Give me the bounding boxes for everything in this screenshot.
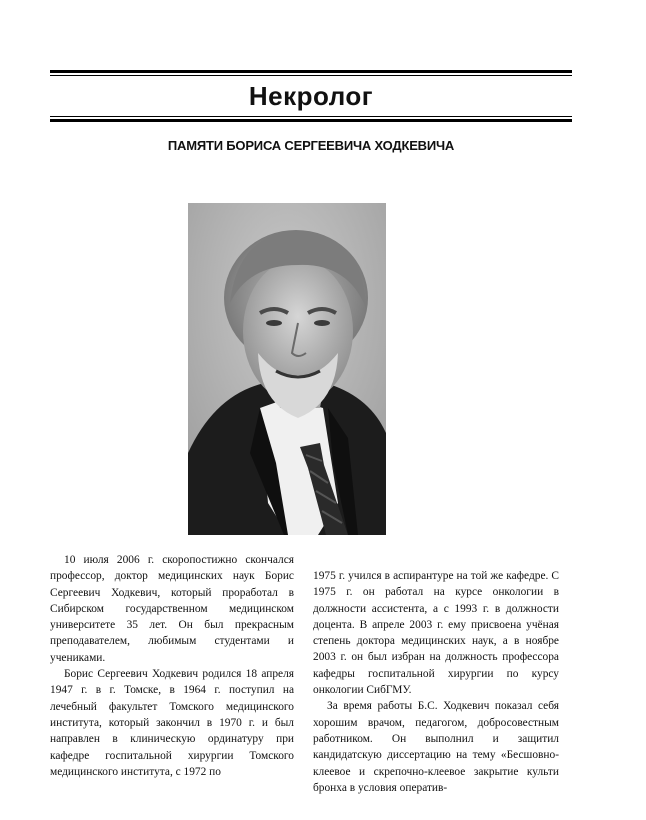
paragraph: Борис Сергеевич Ходкевич родился 18 апреля 1947 г. в г. Томске, в 1964 г. поступил на лечебный факультет Томского медицинского института, который закончил в 1970 г. и был направлен в клиническую ординатуру при кафедре госпитальной хирургии Томского медицинского института, с 1972 по xyxy=(50,668,294,778)
top-rule-thick xyxy=(50,70,572,73)
paragraph: 1975 г. учился в аспирантуре на той же кафедре. С 1975 г. он работал на курсе онкологии в должности ассистента, а с 1993 г. в должности доцента. В апреле 2003 г. ему присвоена учёная степень доктора медицинских наук, а в ноябре 2003 г. он был избран на должность профессора кафедры госпитальной хирургии по курсу онкологии СибГМУ. xyxy=(313,570,559,697)
portrait-photo xyxy=(188,203,386,535)
paragraph: За время работы Б.С. Ходкевич показал себя хорошим врачом, педагогом, добросовестным работником. Он выполнил и защитил кандидатскую диссертацию на тему «Бесшовно-клеевое и скрепочно-клеевое закрытие культи бронха в условия оператив- xyxy=(313,700,559,794)
bottom-rule-thick xyxy=(50,119,572,122)
section-title: Некролог xyxy=(248,81,374,111)
article-title: ПАМЯТИ БОРИСА СЕРГЕЕВИЧА ХОДКЕВИЧА xyxy=(167,138,455,153)
bottom-rule-thin xyxy=(50,116,572,117)
paragraph: 10 июля 2006 г. скоропостижно скончался профессор, доктор медицинских наук Борис Сергеевич Ходкевич, который проработал в Сибирском государственном медицинском университете 35 лет. Он был прекрасным преподавателем, любимым студентами и учениками. xyxy=(50,554,294,664)
text-column-left xyxy=(50,552,294,780)
text-column-right xyxy=(313,568,559,796)
top-rule-thin xyxy=(50,75,572,76)
